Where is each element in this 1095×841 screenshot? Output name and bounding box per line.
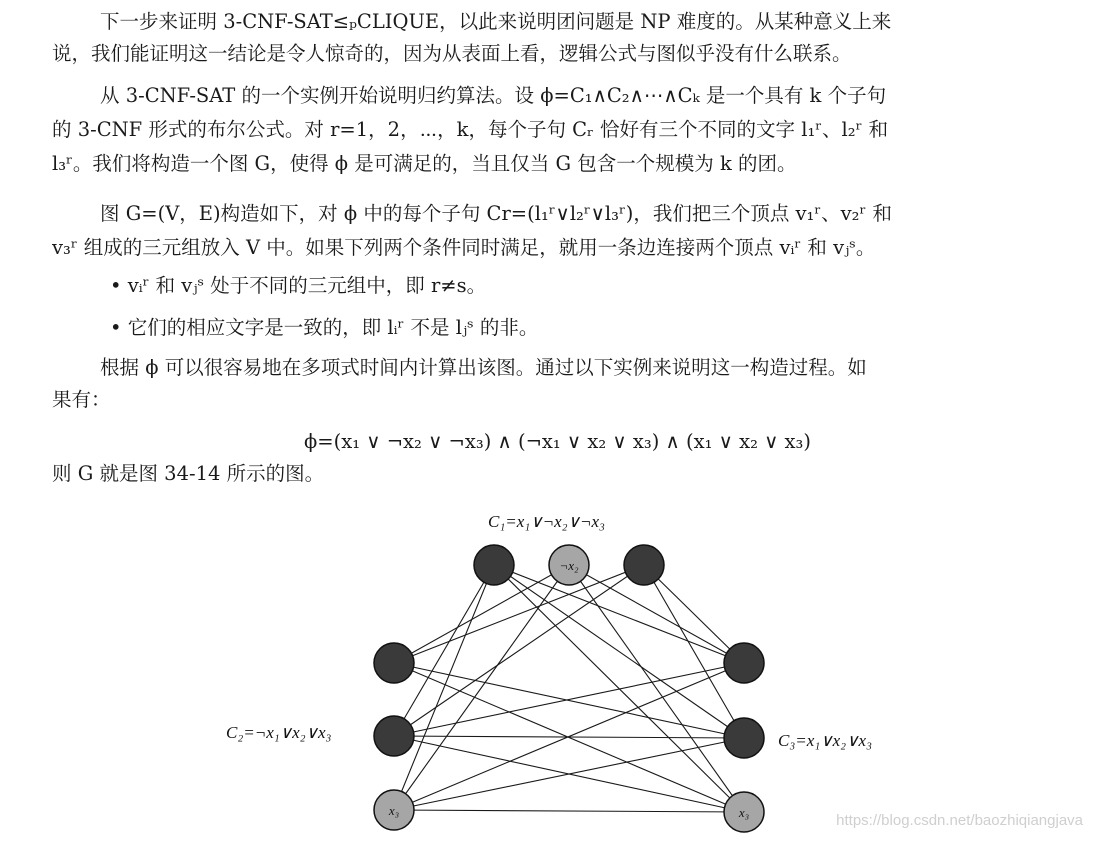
graph-edge	[494, 565, 744, 663]
vertex-c3-x2	[724, 718, 764, 758]
bullet-item-1: • vᵢʳ 和 vⱼˢ 处于不同的三元组中，即 r≠s。	[110, 274, 487, 297]
bullet-item-2: • 它们的相应文字是一致的，即 lᵢʳ 不是 lⱼˢ 的非。	[110, 316, 539, 339]
graph-edge	[394, 810, 744, 812]
watermark: https://blog.csdn.net/baozhiqiangjava	[836, 812, 1083, 829]
clause-label-c2: C₂=¬x₁∨x₂∨x₃	[226, 723, 332, 742]
vertex-c3-x1	[724, 643, 764, 683]
graph-edge	[394, 738, 744, 810]
clause-label-c3: C₃=x₁∨x₂∨x₃	[778, 731, 872, 750]
paragraph-4-line-2: 果有：	[52, 388, 111, 411]
formula: ϕ=(x₁ ∨ ¬x₂ ∨ ¬x₃) ∧ (¬x₁ ∨ x₂ ∨ x₃) ∧ (x₁ ∨ x₂ ∨ x₃)	[304, 430, 811, 453]
vertex-label-c3-x3: x₃	[738, 805, 750, 820]
clause-label-c1: C₁=x₁∨¬x₂∨¬x₃	[488, 512, 605, 531]
graph-edge	[394, 565, 494, 810]
graph-edge	[494, 565, 744, 812]
vertex-c1-x1	[474, 545, 514, 585]
paragraph-2-line-1: 从 3-CNF-SAT 的一个实例开始说明归约算法。设 ϕ=C₁∧C₂∧⋯∧Cₖ 是一个具有 k 个子句	[100, 84, 887, 107]
paragraph-2-line-2: 的 3-CNF 形式的布尔公式。对 r=1，2，⋯，k，每个子句 Cᵣ 恰好有三个不同的文字 l₁ʳ、l₂ʳ 和	[52, 118, 889, 141]
graph-edge	[394, 565, 644, 663]
paragraph-2-line-3: l₃ʳ。我们将构造一个图 G，使得 ϕ 是可满足的，当且仅当 G 包含一个规模为 k 的团。	[52, 152, 797, 175]
graph-edge	[494, 565, 744, 738]
vertex-label-c2-x3: x₃	[388, 803, 400, 818]
paragraph-3-line-2: v₃ʳ 组成的三元组放入 V 中。如果下列两个条件同时满足，就用一条边连接两个顶点 vᵢʳ 和 vⱼˢ。	[52, 236, 876, 259]
paragraph-3-line-1: 图 G=(V，E)构造如下，对 ϕ 中的每个子句 Cr=(l₁ʳ∨l₂ʳ∨l₃ʳ)，我们把三个顶点 v₁ʳ、v₂ʳ 和	[100, 202, 892, 225]
paragraph-1-line-2: 说，我们能证明这一结论是令人惊奇的，因为从表面上看，逻辑公式与图似乎没有什么联系。	[52, 42, 852, 65]
vertex-label-c1-not-x2: ¬x₂	[559, 558, 579, 573]
graph-edge	[644, 565, 744, 663]
paragraph-1-line-1: 下一步来证明 3-CNF-SAT≤ₚCLIQUE，以此来说明团问题是 NP 难度的。从某种意义上来	[100, 10, 892, 33]
paragraph-5: 则 G 就是图 34-14 所示的图。	[52, 462, 325, 485]
graph-edges	[394, 565, 744, 812]
graph-vertices	[374, 545, 764, 832]
vertex-c2-x2	[374, 716, 414, 756]
paragraph-4-line-1: 根据 ϕ 可以很容易地在多项式时间内计算出该图。通过以下实例来说明这一构造过程。如	[100, 356, 867, 379]
vertex-c1-not-x3	[624, 545, 664, 585]
clique-graph-figure	[0, 470, 1095, 841]
vertex-c2-not-x1	[374, 643, 414, 683]
